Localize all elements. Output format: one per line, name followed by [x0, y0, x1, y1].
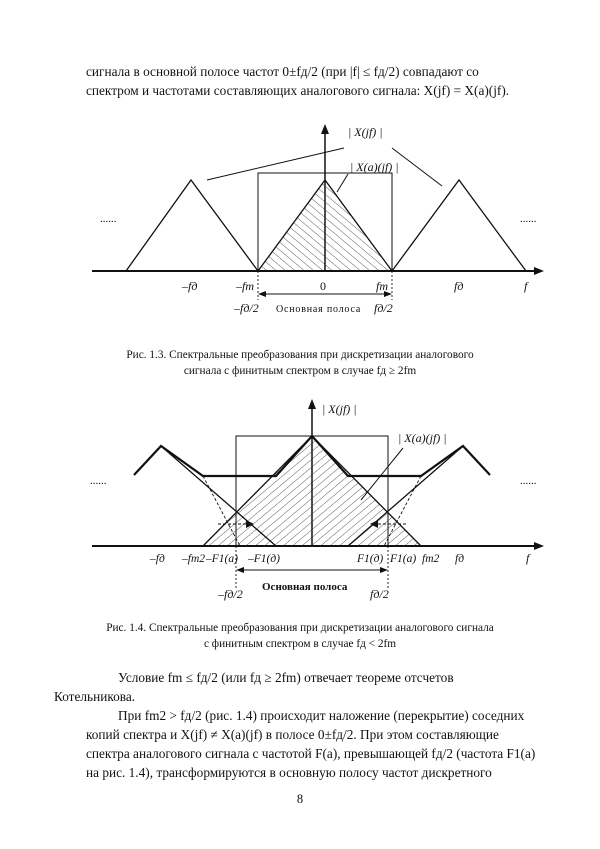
caption2-line2: с финитным спектром в случае fд < 2fm: [203, 638, 397, 650]
fig2-tick-fd: fд: [455, 553, 465, 565]
fig2-tick-f: f: [526, 551, 530, 565]
fig2-tick-neg-fm2: –fm2: [182, 553, 205, 565]
caption1-line2: сигнала с финитным спектром в случае fд ≥ 2fm: [183, 365, 417, 377]
fig2-x-arrow: [534, 542, 544, 550]
caption-fig-1-4: [60, 620, 540, 652]
fig1-central-spectrum: [258, 180, 392, 271]
paragraph-last: [86, 706, 544, 782]
page-number: 8: [296, 792, 304, 806]
fig2-half-pos: fд/2: [370, 587, 389, 601]
fig2-label-X: | X(jf) |: [322, 402, 357, 416]
fig2-band-label: Основная полоса: [262, 581, 348, 593]
fig2-tick-neg-F1d: –F1(д): [248, 553, 281, 565]
fig1-x-arrow: [534, 267, 544, 275]
fig2-dots-right: ......: [520, 475, 537, 487]
para-last-line2: копий спектра и X(jf) ≠ X(а)(jf) в полосе 0±fд/2. При этом составляющие: [86, 727, 499, 742]
fig2-tick-F1a: F1(а): [390, 553, 417, 565]
fig2-half-neg: –fд/2: [218, 587, 243, 601]
fig1-dots-left: ......: [100, 213, 117, 225]
fig1-left-spectrum: [126, 180, 258, 271]
fig1-tick-neg-fm: –fm: [236, 279, 254, 293]
fig1-y-arrow: [321, 124, 329, 134]
fig2-y-arrow: [308, 399, 316, 409]
fig2-tick-neg-fd: –fд: [150, 553, 165, 565]
fig1-label-X: | X(jf) |: [348, 125, 383, 139]
fig2-dots-left: ......: [90, 475, 107, 487]
fig1-half-pos: fд/2: [374, 301, 393, 315]
para-last-line3: спектра аналогового сигнала с частотой F(а), превышающей fд/2 (частота F1(а): [86, 746, 536, 761]
fig1-tick-zero: 0: [320, 279, 326, 293]
fig1-tick-neg-fd: –fд: [182, 279, 198, 293]
fig1-dots-right: ......: [520, 213, 537, 225]
paragraph-condition: [54, 668, 544, 706]
para-last-line4: на рис. 1.4), трансформируются в основную полосу частот дискретного: [86, 765, 492, 780]
caption-fig-1-3: [60, 347, 540, 379]
para-cond-line2: Котельникова.: [54, 689, 136, 704]
fig1-half-neg: –fд/2: [234, 301, 259, 315]
fig1-band-label: Основная полоса: [276, 304, 362, 315]
fig1-tick-f: f: [524, 279, 528, 293]
para-top-line1: сигнала в основной полосе частот 0±fд/2 (при |f| ≤ fд/2) совпадают со: [86, 64, 479, 79]
fig1-label-Xa: | X(а)(jf) |: [350, 160, 399, 174]
fig1-right-spectrum: [392, 180, 526, 271]
fig2-tick-fm2: fm2: [422, 553, 440, 565]
fig1-tick-fd: fд: [454, 279, 464, 293]
fig2-label-Xa: | X(а)(jf) |: [398, 431, 447, 445]
fig1-tick-fm: fm: [376, 279, 388, 293]
caption2-line1: Рис. 1.4. Спектральные преобразования при дискретизации аналогового сигнала: [106, 622, 494, 634]
fig2-tick-F1d: F1(д): [357, 553, 384, 565]
caption1-line1: Рис. 1.3. Спектральные преобразования при дискретизации аналогового: [126, 349, 474, 361]
para-cond-line1: Условие fm ≤ fд/2 (или fд ≥ 2fm) отвечает теореме отсчетов: [118, 670, 454, 685]
para-top-line2: спектром и частотами составляющих аналогового сигнала: X(jf) = X(а)(jf).: [86, 83, 510, 98]
fig2-tick-neg-F1a: –F1(а): [206, 553, 238, 565]
para-last-line1: При fm2 > fд/2 (рис. 1.4) происходит наложение (перекрытие) соседних: [118, 708, 525, 723]
